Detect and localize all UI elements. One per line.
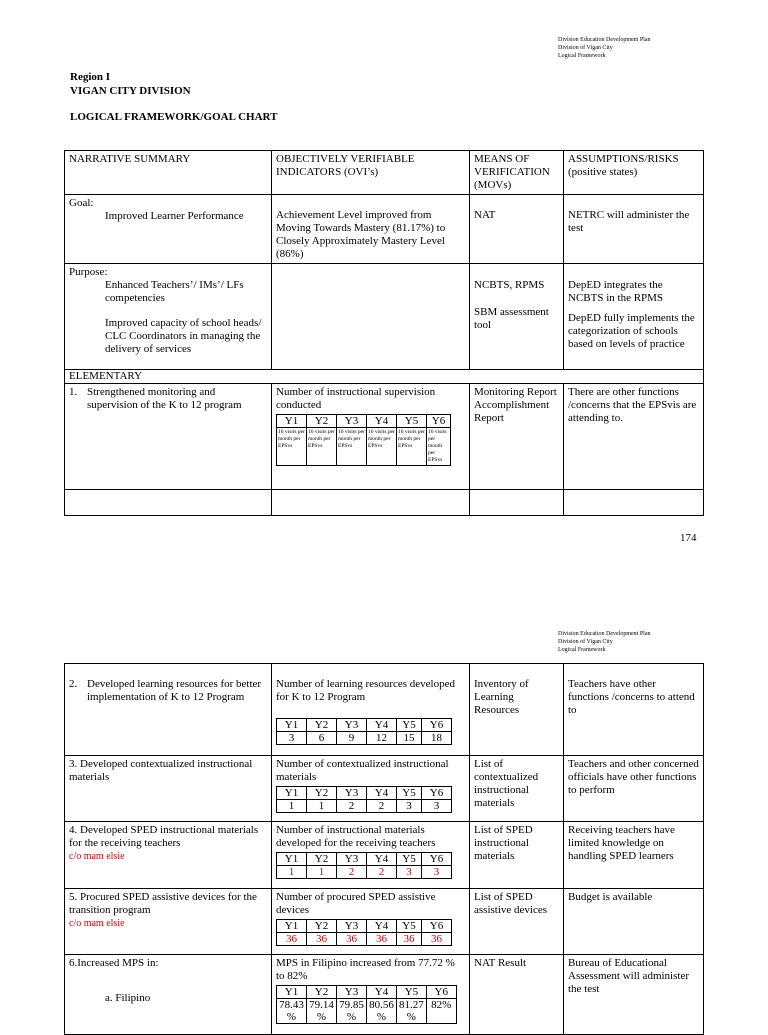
row6-assumption: Bureau of Educational Assessment will administer the test [564, 955, 704, 1035]
row4-note: c/o mam elsie [69, 851, 125, 862]
row4-text: 4. Developed SPED instructional materials for the receiving teachers [69, 824, 259, 849]
row5-mov: List of SPED assistive devices [470, 889, 564, 955]
division-label: VIGAN CITY DIVISION [70, 85, 191, 97]
year-target: 15 [397, 732, 422, 745]
row2-number: 2. [69, 678, 78, 690]
header-line: Division of Vigan City [558, 45, 613, 51]
region-label: Region I [70, 71, 111, 83]
year-label: Y5 [397, 719, 422, 732]
row3-assumption: Teachers and other concerned officials have other functions to perform [564, 756, 704, 822]
year-target: 1 [307, 800, 337, 813]
year-target: 81.27 % [397, 999, 427, 1024]
row4-assumption: Receiving teachers have limited knowledge on handling SPED learners [564, 822, 704, 889]
year-target: 16 visits per month per EPSvs [277, 428, 307, 466]
year-targets-table [276, 786, 452, 813]
year-label: Y1 [277, 787, 307, 800]
row3-narrative: 3. Developed contextualized instructional materials [65, 756, 272, 822]
purpose-mov-1: NCBTS, RPMS [474, 279, 545, 291]
year-label: Y1 [277, 986, 307, 999]
year-label: Y2 [307, 787, 337, 800]
row5-text: 5. Procured SPED assistive devices for the transition program [69, 891, 257, 916]
row4-ovi [272, 822, 470, 889]
year-label: Y4 [367, 920, 397, 933]
year-label: Y1 [277, 853, 307, 866]
purpose-item-2: Improved capacity of school heads/ CLC Coordinators in managing the delivery of services [105, 317, 262, 355]
year-label: Y6 [427, 415, 451, 428]
row1-narrative [65, 384, 272, 490]
row2-text: Developed learning resources for better implementation of K to 12 Program [87, 678, 262, 703]
year-target: 79.85 % [337, 999, 367, 1024]
year-label: Y6 [422, 920, 452, 933]
header-line: Division Education Development Plan [558, 37, 651, 43]
year-target: 80.56 % [367, 999, 397, 1024]
row3-mov: List of contextualized instructional materials [470, 756, 564, 822]
row1-ovi [272, 384, 470, 490]
col-header-narrative: NARRATIVE SUMMARY [65, 151, 272, 195]
year-target: 36 [277, 933, 307, 946]
col-header-mov: MEANS OF VERIFICATION (MOVs) [470, 151, 564, 195]
row2-narrative [65, 664, 272, 756]
year-label: Y4 [367, 986, 397, 999]
year-label: Y6 [422, 853, 452, 866]
row1-ovi-text: Number of instructional supervision conducted [276, 386, 436, 411]
logframe-table-1 [64, 150, 704, 516]
year-label: Y4 [367, 719, 397, 732]
row2-assumption: Teachers have other functions /concerns to attend to [564, 664, 704, 756]
header-line: Logical Framework [558, 53, 606, 59]
header-line: Logical Framework [558, 647, 606, 653]
row2-ovi-text: Number of learning resources developed for K to 12 Program [276, 678, 455, 703]
row5-assumption: Budget is available [564, 889, 704, 955]
year-target: 16 visits per month per EPSvs [307, 428, 337, 466]
year-target: 16 visits per month per EPSvs [397, 428, 427, 466]
elementary-row [65, 370, 704, 384]
purpose-assumption [564, 264, 704, 370]
row1-number: 1. [69, 386, 78, 398]
goal-text: Improved Learner Performance [105, 210, 244, 222]
title-block [70, 70, 277, 124]
year-targets-table [276, 852, 452, 879]
year-label: Y5 [397, 986, 427, 999]
goal-label: Goal: [69, 197, 94, 209]
year-label: Y3 [337, 787, 367, 800]
row6-narrative [65, 955, 272, 1035]
row6-subitem: a. Filipino [105, 992, 151, 1004]
empty-row [65, 490, 704, 516]
year-label: Y6 [426, 986, 456, 999]
row2-mov: Inventory of Learning Resources [470, 664, 564, 756]
purpose-mov-2: SBM assessment tool [474, 306, 549, 331]
year-target: 2 [337, 866, 367, 879]
year-label: Y1 [277, 415, 307, 428]
row6-ovi-text: MPS in Filipino increased from 77.72 % to 82% [276, 957, 455, 982]
goal-ovi: Achievement Level improved from Moving Towards Mastery (81.17%) to Closely Approximately Mastery Level (86%) [272, 195, 470, 264]
year-label: Y2 [307, 920, 337, 933]
row2-ovi [272, 664, 470, 756]
header-line: Division Education Development Plan [558, 631, 651, 637]
year-target: 18 [422, 732, 452, 745]
row4-ovi-text: Number of instructional materials developed for the receiving teachers [276, 824, 436, 849]
doc-header [558, 630, 650, 654]
year-label: Y5 [397, 415, 427, 428]
col-header-ovi: OBJECTIVELY VERIFIABLE INDICATORS (OVI’s) [272, 151, 470, 195]
year-targets-table [276, 718, 452, 745]
table-row [65, 955, 704, 1035]
year-target: 2 [337, 800, 367, 813]
year-label: Y2 [307, 415, 337, 428]
purpose-assumption-1: DepED integrates the NCBTS in the RPMS [568, 279, 664, 304]
year-target: 78.43 % [277, 999, 307, 1024]
year-targets-table [276, 985, 457, 1024]
year-label: Y3 [337, 853, 367, 866]
assumptions-subtitle: (positive states) [568, 166, 638, 178]
year-target: 12 [367, 732, 397, 745]
row1-mov: Monitoring Report Accomplishment Report [470, 384, 564, 490]
header-line: Division of Vigan City [558, 639, 613, 645]
year-target: 36 [422, 933, 452, 946]
year-label: Y1 [277, 719, 307, 732]
goal-mov: NAT [470, 195, 564, 264]
doc-header [558, 36, 650, 60]
year-target: 79.14 % [307, 999, 337, 1024]
assumptions-title: ASSUMPTIONS/RISKS [568, 153, 679, 165]
year-target: 1 [307, 866, 337, 879]
year-label: Y5 [397, 853, 422, 866]
purpose-assumption-2: DepED fully implements the categorization of schools based on levels of practice [568, 312, 695, 350]
row5-ovi-text: Number of procured SPED assistive devices [276, 891, 436, 916]
year-target: 3 [422, 866, 452, 879]
purpose-mov [470, 264, 564, 370]
year-label: Y2 [307, 853, 337, 866]
year-label: Y3 [337, 415, 367, 428]
year-label: Y3 [337, 719, 367, 732]
year-target: 36 [397, 933, 422, 946]
elementary-heading: ELEMENTARY [65, 370, 704, 384]
year-target: 36 [367, 933, 397, 946]
row4-narrative [65, 822, 272, 889]
year-targets-table [276, 919, 452, 946]
row6-mov: NAT Result [470, 955, 564, 1035]
row6-ovi [272, 955, 470, 1035]
year-target: 6 [307, 732, 337, 745]
row4-mov: List of SPED instructional materials [470, 822, 564, 889]
purpose-row [65, 264, 704, 370]
year-target: 3 [397, 866, 422, 879]
year-target: 3 [422, 800, 452, 813]
year-target: 3 [277, 732, 307, 745]
table-row [65, 889, 704, 955]
year-label: Y6 [422, 787, 452, 800]
year-targets-table [276, 414, 451, 466]
table-row [65, 664, 704, 756]
row1-text: Strengthened monitoring and supervision of the K to 12 program [87, 386, 242, 411]
year-target: 16 visits per month per EPSvs [337, 428, 367, 466]
year-label: Y6 [422, 719, 452, 732]
row3-ovi-text: Number of contextualized instructional materials [276, 758, 449, 783]
row5-note: c/o mam elsie [69, 918, 125, 929]
table-row [65, 822, 704, 889]
year-label: Y2 [307, 986, 337, 999]
year-label: Y3 [337, 986, 367, 999]
year-target: 1 [277, 866, 307, 879]
page-number: 174 [680, 532, 697, 544]
goal-assumption: NETRC will administer the test [564, 195, 704, 264]
purpose-item-1: Enhanced Teachers’/ IMs’/ LFs competencies [105, 279, 244, 304]
row1-assumption: There are other functions /concerns that the EPSvis are attending to. [564, 384, 704, 490]
row5-ovi [272, 889, 470, 955]
year-target: 2 [367, 800, 397, 813]
table-row [65, 756, 704, 822]
year-target: 16 visits per month per EPSvs [367, 428, 397, 466]
table-row [65, 384, 704, 490]
logframe-table-2 [64, 663, 704, 1035]
purpose-ovi [272, 264, 470, 370]
col-header-assumptions [564, 151, 704, 195]
year-label: Y5 [397, 787, 422, 800]
purpose-label: Purpose: [69, 266, 108, 278]
year-target: 1 [277, 800, 307, 813]
year-target: 2 [367, 866, 397, 879]
year-label: Y2 [307, 719, 337, 732]
year-label: Y4 [367, 787, 397, 800]
year-target: 36 [307, 933, 337, 946]
year-label: Y3 [337, 920, 367, 933]
year-target: 16 visits per month per EPSvs [427, 428, 451, 466]
year-label: Y5 [397, 920, 422, 933]
year-target: 3 [397, 800, 422, 813]
purpose-narrative [65, 264, 272, 370]
year-target: 9 [337, 732, 367, 745]
goal-row [65, 195, 704, 264]
page-title: LOGICAL FRAMEWORK/GOAL CHART [70, 111, 278, 123]
year-label: Y1 [277, 920, 307, 933]
goal-narrative [65, 195, 272, 264]
row6-text: 6.Increased MPS in: [69, 957, 159, 969]
year-label: Y4 [367, 853, 397, 866]
row3-ovi [272, 756, 470, 822]
year-label: Y4 [367, 415, 397, 428]
header-row [65, 151, 704, 195]
row5-narrative [65, 889, 272, 955]
year-target: 36 [337, 933, 367, 946]
year-target: 82% [426, 999, 456, 1024]
